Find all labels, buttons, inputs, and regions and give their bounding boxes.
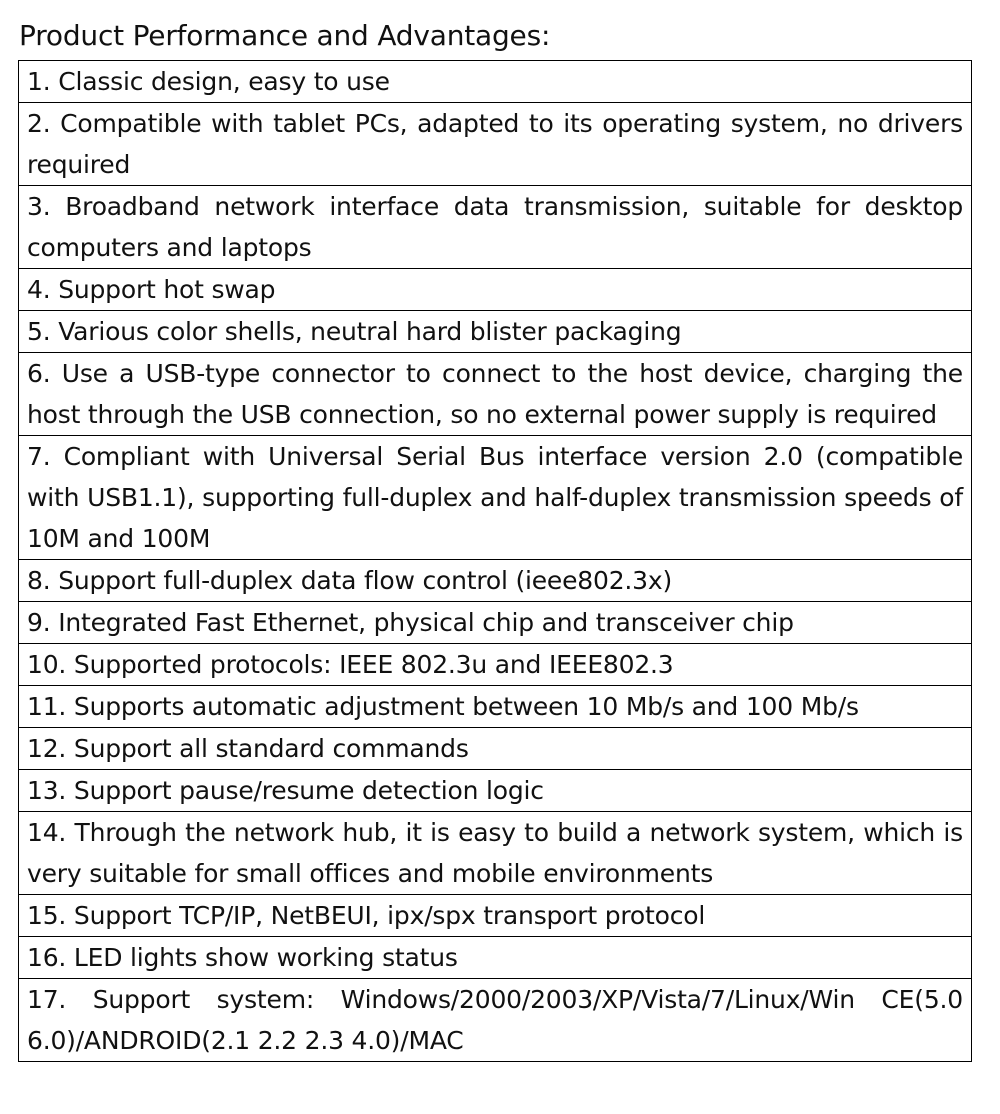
table-row [19, 436, 972, 560]
table-row [19, 937, 972, 979]
feature-cell: 15. Support TCP/IP, NetBEUI, ipx/spx transport protocol [19, 895, 972, 937]
table-row [19, 61, 972, 103]
feature-cell: 1. Classic design, easy to use [19, 61, 972, 103]
feature-cell: 4. Support hot swap [19, 269, 972, 311]
feature-cell: 14. Through the network hub, it is easy to build a network system, which is very suitable for small offices and mobile environments [19, 812, 972, 895]
table-row [19, 103, 972, 186]
table-row [19, 602, 972, 644]
table-row [19, 895, 972, 937]
feature-cell: 5. Various color shells, neutral hard blister packaging [19, 311, 972, 353]
feature-cell: 17. Support system: Windows/2000/2003/XP/Vista/7/Linux/Win CE(5.0 6.0)/ANDROID(2.1 2.2 2.3 4.0)/MAC [19, 979, 972, 1062]
table-row [19, 812, 972, 895]
feature-cell: 16. LED lights show working status [19, 937, 972, 979]
feature-cell: 2. Compatible with tablet PCs, adapted to its operating system, no drivers required [19, 103, 972, 186]
table-row [19, 728, 972, 770]
table-row [19, 353, 972, 436]
feature-cell: 11. Supports automatic adjustment between 10 Mb/s and 100 Mb/s [19, 686, 972, 728]
feature-cell: 7. Compliant with Universal Serial Bus interface version 2.0 (compatible with USB1.1), supporting full-duplex and half-duplex transmission speeds of 10M and 100M [19, 436, 972, 560]
feature-cell: 6. Use a USB-type connector to connect to the host device, charging the host through the USB connection, so no external power supply is required [19, 353, 972, 436]
table-row [19, 186, 972, 269]
feature-cell: 10. Supported protocols: IEEE 802.3u and IEEE802.3 [19, 644, 972, 686]
features-table [18, 60, 972, 1062]
table-row [19, 644, 972, 686]
table-row [19, 686, 972, 728]
feature-cell: 12. Support all standard commands [19, 728, 972, 770]
feature-cell: 9. Integrated Fast Ethernet, physical chip and transceiver chip [19, 602, 972, 644]
table-row [19, 560, 972, 602]
feature-cell: 3. Broadband network interface data transmission, suitable for desktop computers and laptops [19, 186, 972, 269]
page-title: Product Performance and Advantages: [19, 19, 551, 52]
feature-cell: 8. Support full-duplex data flow control (ieee802.3x) [19, 560, 972, 602]
table-row [19, 770, 972, 812]
table-row [19, 269, 972, 311]
table-row [19, 979, 972, 1062]
feature-cell: 13. Support pause/resume detection logic [19, 770, 972, 812]
table-row [19, 311, 972, 353]
